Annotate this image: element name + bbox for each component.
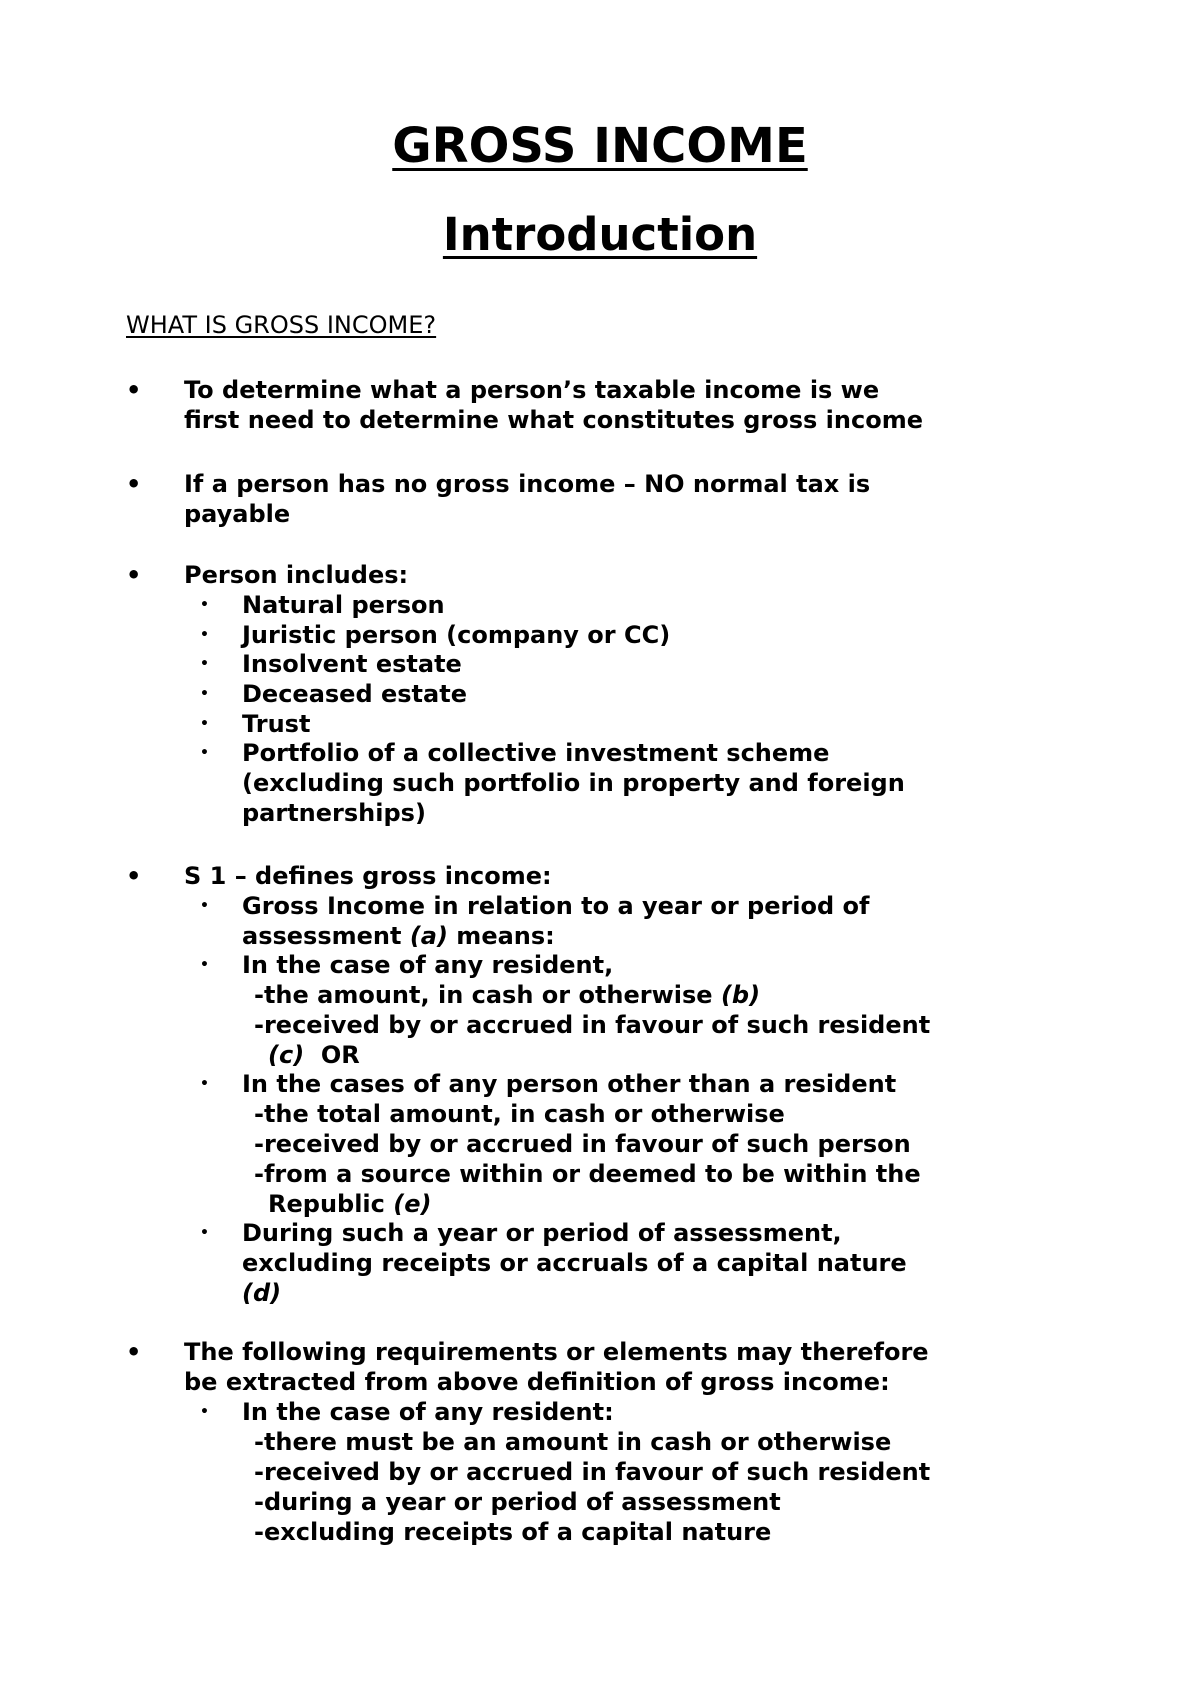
page-subtitle: Introduction <box>442 208 758 261</box>
sub-bullet-icon: • <box>200 745 209 761</box>
bullet-text: If a person has no gross income – NO normal tax is <box>184 470 871 498</box>
bullet-text: To determine what a person’s taxable income is we <box>184 376 880 404</box>
sub-bullet-icon: • <box>200 1225 209 1241</box>
bullet-text: S 1 – defines gross income: <box>184 862 552 890</box>
section-heading: WHAT IS GROSS INCOME? <box>126 311 437 339</box>
bullet-text: be extracted from above definition of gross income: <box>184 1368 890 1396</box>
bullet-text: Person includes: <box>184 561 409 589</box>
bullet-icon: • <box>126 470 142 498</box>
sub-bullet-icon: • <box>200 656 209 672</box>
sub-bullet-icon: • <box>200 957 209 973</box>
bullet-icon: • <box>126 376 142 404</box>
sub-bullet-icon: • <box>200 597 209 613</box>
sub-bullet-icon: • <box>200 898 209 914</box>
document-page: GROSS INCOME Introduction WHAT IS GROSS INCOME? • To determine what a person’s taxable income is we first need to determine what constitutes gross income • If a person has no gross income – NO normal tax is payable • Person includes: • Natural person • Juristic person (company or CC) • Insolvent estate • Deceased estate • Trust • Portfolio of a collective investment scheme (excluding such portfolio in property and foreign partnerships) • S 1 – defines gross income: • Gross Income in relation to a year or period of assessment (a) means: • In the case of any resident, -the amount, in cash or otherwise (b) -received by or accrued in favour of such resident (c) OR • In the cases of any person other than a resident -the total amount, in cash or otherwise -received by or accrued in favour of such person -from a source within or deemed to be within the Republic (e) • During such a year or period of assessment, excluding receipts or accruals of a capital nature (d) • The following requirements or elements may therefore be extracted from above definition of gross income: • In the case of any resident: -there must be an amount in cash or otherwise -received by or accrued in favour of such resident -during a year or period of assessment -excluding receipts of a capital nature <box>0 0 1200 1698</box>
page-title: GROSS INCOME <box>392 118 808 174</box>
bullet-icon: • <box>126 561 142 589</box>
bullet-text: payable <box>184 500 291 528</box>
sub-bullet-icon: • <box>200 627 209 643</box>
sub-bullet-icon: • <box>200 686 209 702</box>
bullet-text: first need to determine what constitutes gross income <box>184 406 923 434</box>
sub-bullet-icon: • <box>200 1404 209 1420</box>
sub-bullet-icon: • <box>200 1076 209 1092</box>
bullet-icon: • <box>126 862 142 890</box>
bullet-icon: • <box>126 1338 142 1366</box>
bullet-text: The following requirements or elements may therefore <box>184 1338 929 1366</box>
sub-bullet-icon: • <box>200 716 209 732</box>
